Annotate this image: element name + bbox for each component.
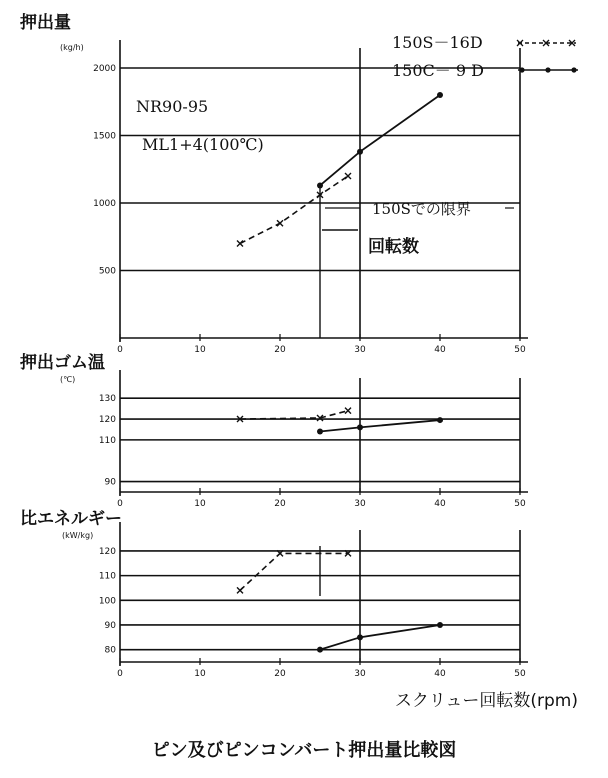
legend-dot-marker xyxy=(571,67,576,72)
x-tick-label: 40 xyxy=(434,345,446,355)
x-axis-label: スクリュー回転数(rpm) xyxy=(394,691,578,711)
y-tick-label: 80 xyxy=(104,645,116,656)
y-tick-label: 130 xyxy=(98,394,116,405)
series-line-150s-16d xyxy=(240,176,348,244)
chart-panel-2 xyxy=(20,352,528,509)
chart-panel-3 xyxy=(20,508,528,679)
annotation-material: NR90-95 xyxy=(136,97,209,116)
x-tick-label: 20 xyxy=(274,669,286,679)
annotation-viscosity: ML1+4(100℃) xyxy=(142,135,264,154)
y-tick-label: 120 xyxy=(98,546,116,557)
y-tick-label: 90 xyxy=(104,477,116,488)
x-tick-label: 0 xyxy=(117,669,123,679)
x-tick-label: 20 xyxy=(274,345,286,355)
series-line-150s-16d xyxy=(240,411,348,419)
legend xyxy=(392,33,578,80)
y-tick-label: 2000 xyxy=(93,64,116,74)
data-point-dot xyxy=(357,424,363,430)
data-point-dot xyxy=(357,149,363,155)
x-tick-label: 30 xyxy=(354,345,366,355)
data-point-x-marker xyxy=(237,241,243,247)
series-line-150s-16d xyxy=(240,553,348,590)
data-point-x-marker xyxy=(237,587,243,593)
series-line-150c-9d xyxy=(320,625,440,650)
panel-1-annotations xyxy=(136,97,514,338)
data-point-dot xyxy=(437,92,443,98)
data-point-dot xyxy=(317,429,323,435)
panel-2-yunit: (℃) xyxy=(60,375,76,384)
data-point-dot xyxy=(437,622,443,628)
y-tick-label: 120 xyxy=(98,415,116,426)
y-tick-label: 1500 xyxy=(93,131,116,142)
legend-label-150s-16d: 150S－16D xyxy=(392,33,483,52)
y-tick-label: 110 xyxy=(98,571,116,582)
x-tick-label: 50 xyxy=(514,499,526,509)
x-tick-label: 0 xyxy=(117,499,123,509)
x-tick-label: 10 xyxy=(194,669,206,679)
x-tick-label: 50 xyxy=(514,669,526,679)
legend-x-marker xyxy=(517,40,523,46)
data-point-x-marker xyxy=(277,220,283,226)
panel-3-ylabel: 比エネルギー xyxy=(20,509,122,529)
legend-label-150c-9d: 150C－ 9 D xyxy=(392,61,484,80)
y-tick-label: 90 xyxy=(104,620,116,631)
x-tick-label: 50 xyxy=(514,345,526,355)
x-tick-label: 30 xyxy=(354,499,366,509)
y-tick-label: 500 xyxy=(98,266,116,277)
x-tick-label: 20 xyxy=(274,499,286,509)
data-point-dot xyxy=(437,417,443,423)
series-line-150c-9d xyxy=(320,420,440,431)
x-tick-label: 10 xyxy=(194,345,206,355)
figure-caption: ピン及びピンコンバート押出量比較図 xyxy=(151,740,457,761)
data-point-x-marker xyxy=(345,408,351,414)
data-point-dot xyxy=(317,647,323,653)
x-tick-label: 30 xyxy=(354,669,366,679)
y-tick-label: 110 xyxy=(98,435,116,446)
x-tick-label: 40 xyxy=(434,499,446,509)
y-tick-label: 100 xyxy=(98,596,116,607)
annotation-rpm-label: 回転数 xyxy=(368,237,419,257)
data-point-x-marker xyxy=(345,173,351,179)
annotation-limit-label: 150Sでの限界 xyxy=(372,200,471,218)
x-tick-label: 40 xyxy=(434,669,446,679)
panel-1-ylabel: 押出量 xyxy=(20,13,71,33)
panel-3-yunit: (kW/kg) xyxy=(62,531,94,540)
y-tick-label: 1000 xyxy=(93,199,116,209)
x-tick-label: 0 xyxy=(117,345,123,355)
panel-1-yunit: (kg/h) xyxy=(60,43,84,52)
panel-2-ylabel: 押出ゴム温 xyxy=(20,353,105,373)
x-tick-label: 10 xyxy=(194,499,206,509)
data-point-dot xyxy=(317,182,323,188)
legend-dot-marker xyxy=(519,67,524,72)
series-line-150c-9d xyxy=(320,95,440,185)
legend-dot-marker xyxy=(545,67,550,72)
data-point-dot xyxy=(357,634,363,640)
